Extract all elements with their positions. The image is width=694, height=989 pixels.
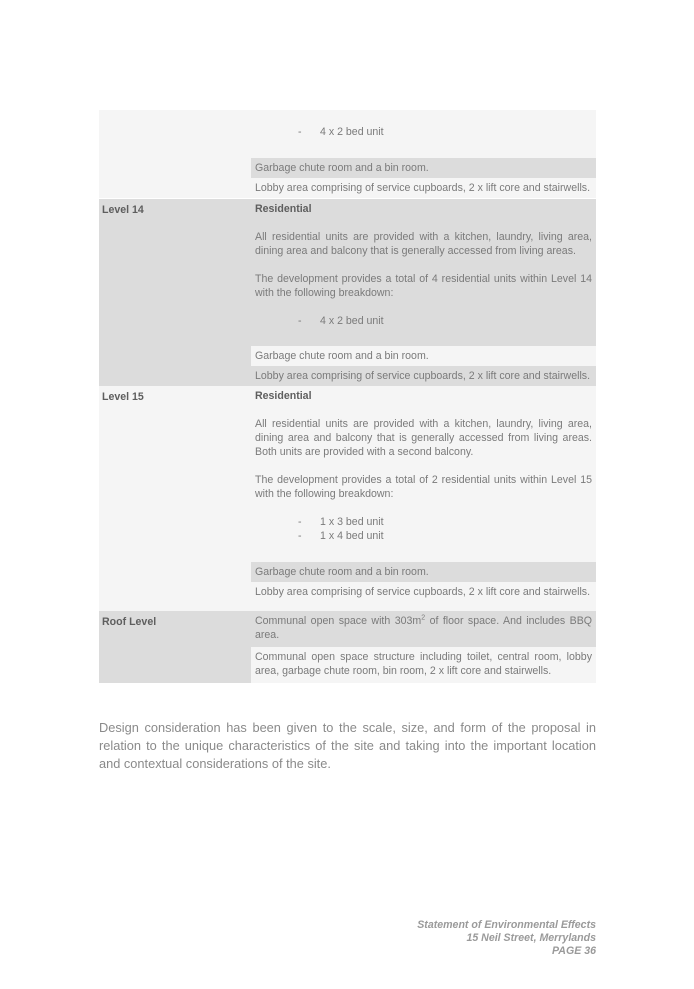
unit-type: 1 x 3 bed unit — [320, 516, 384, 528]
list-item: - 4 x 2 bed unit — [298, 315, 384, 327]
page-number: PAGE 36 — [552, 945, 596, 957]
table-row-roof-level — [99, 611, 596, 683]
page-footer — [417, 919, 596, 958]
list-item: - 4 x 2 bed unit — [298, 126, 384, 138]
list-item: - 1 x 3 bed unit — [298, 516, 384, 528]
development-table — [99, 110, 596, 683]
site-address: 15 Neil Street, Merrylands — [466, 932, 596, 944]
level-label: Level 14 — [102, 204, 144, 216]
level-label: Roof Level — [102, 616, 157, 628]
section-heading: Residential — [255, 390, 312, 402]
garbage-cell: Garbage chute room and a bin room. — [251, 562, 596, 582]
unit-type: 4 x 2 bed unit — [320, 126, 384, 138]
level-label: Level 15 — [102, 391, 144, 403]
table-row-level-14 — [99, 198, 596, 386]
unit-list — [255, 314, 592, 328]
structure-cell — [251, 647, 596, 683]
section-heading: Residential — [255, 203, 312, 215]
residential-cell — [251, 199, 596, 346]
structure-text: Communal open space structure including toilet, central room, lobby area, garbage chute room, bin room, 2 x lift core and stairwells. — [255, 651, 592, 677]
document-title: Statement of Environmental Effects — [417, 919, 596, 931]
breakdown-paragraph: The development provides a total of 2 residential units within Level 15 with the following breakdown: — [255, 474, 592, 500]
open-space-text: Communal open space with $303m^2$ of floor space. And includes BBQ area. — [255, 614, 593, 641]
unit-list — [255, 515, 592, 543]
unit-type: 1 x 4 bed unit — [320, 530, 384, 542]
table-row-level-15 — [99, 386, 596, 611]
level-content — [251, 386, 596, 611]
level-content — [251, 110, 596, 198]
unit-type: 4 x 2 bed unit — [320, 315, 384, 327]
description-paragraph: All residential units are provided with a kitchen, laundry, living area, dining area and balcony that is generally accessed from living areas. — [255, 231, 592, 257]
lobby-cell: Lobby area comprising of service cupboards, 2 x lift core and stairwells. — [255, 586, 591, 598]
table-row-continued — [99, 110, 596, 198]
residential-cell — [251, 386, 596, 562]
breakdown-paragraph: The development provides a total of 4 residential units within Level 14 with the following breakdown: — [255, 273, 592, 299]
unit-breakdown-cell — [251, 110, 596, 158]
lobby-cell: Lobby area comprising of service cupboards, 2 x lift core and stairwells. — [255, 182, 591, 194]
body-paragraph: Design consideration has been given to the scale, size, and form of the proposal in relation to the unique characteristics of the site and taking into the important location and contextual considerations of the site. — [99, 720, 596, 771]
list-item: - 1 x 4 bed unit — [298, 530, 384, 542]
level-content — [251, 611, 596, 683]
lobby-cell: Lobby area comprising of service cupboards, 2 x lift core and stairwells. — [255, 370, 591, 382]
garbage-cell: Garbage chute room and a bin room. — [251, 158, 596, 178]
level-content — [251, 199, 596, 386]
open-space-cell — [251, 611, 596, 647]
description-paragraph: All residential units are provided with a kitchen, laundry, living area, dining area and balcony that is generally accessed from living areas. Both units are provided with a second balcony. — [255, 418, 592, 458]
level-label-empty — [99, 110, 251, 198]
garbage-cell: Garbage chute room and a bin room. — [251, 346, 596, 366]
